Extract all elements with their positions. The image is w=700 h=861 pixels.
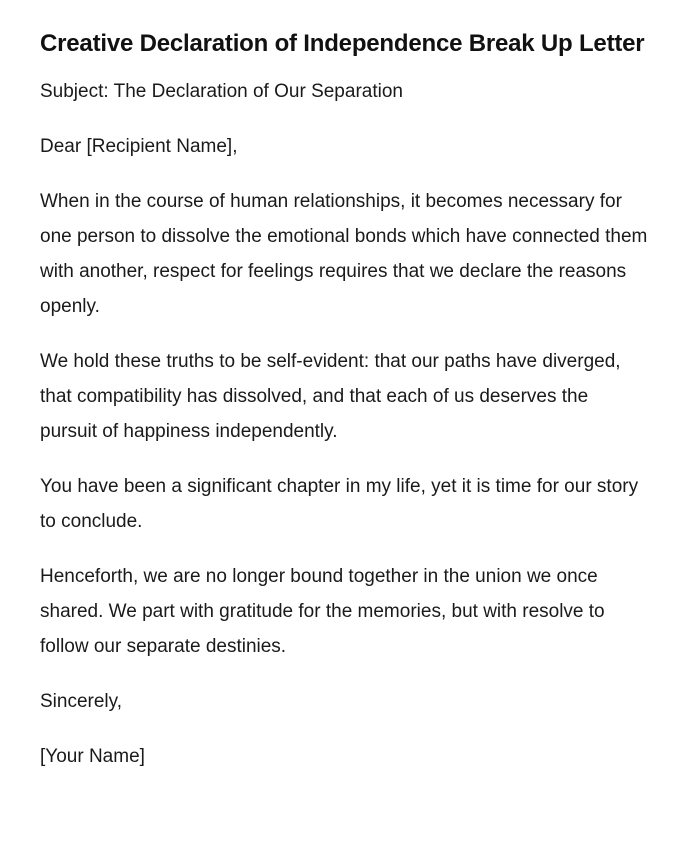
signature: [Your Name] <box>40 746 145 767</box>
document-title: Creative Declaration of Independence Break Up Letter <box>40 30 645 57</box>
subject-line: Subject: The Declaration of Our Separation <box>40 81 403 102</box>
body-paragraph-3: You have been a significant chapter in my life, yet it is time for our story to conclude. <box>40 476 639 532</box>
letter-document <box>40 22 650 794</box>
body-paragraph-1: When in the course of human relationships, it becomes necessary for one person to dissolve the emotional bonds which have connected them with another, respect for feelings requires that we declare the reasons openly. <box>40 191 648 317</box>
body-paragraph-4: Henceforth, we are no longer bound together in the union we once shared. We part with gratitude for the memories, but with resolve to follow our separate destinies. <box>40 566 605 657</box>
closing: Sincerely, <box>40 691 123 712</box>
salutation: Dear [Recipient Name], <box>40 136 238 157</box>
body-paragraph-2: We hold these truths to be self-evident: that our paths have diverged, that compatibility has dissolved, and that each of us deserves the pursuit of happiness independently. <box>40 351 621 442</box>
